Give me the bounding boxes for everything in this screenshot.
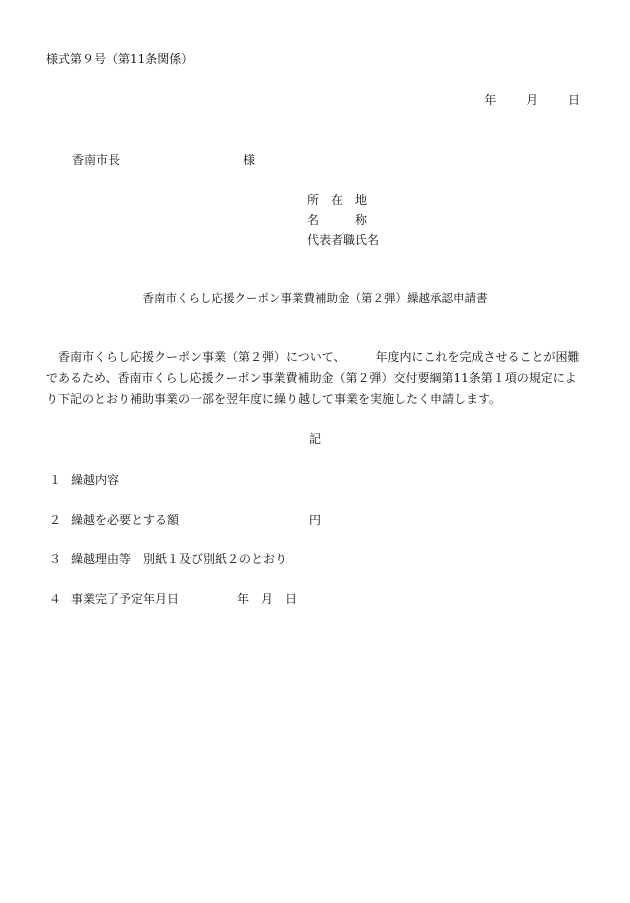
ki-heading: 記	[308, 432, 321, 446]
date-year: 年	[484, 93, 497, 107]
item-number: ３	[49, 552, 62, 566]
form-number: 様式第９号（第11条関係）	[46, 52, 194, 66]
applicant-representative-label: 代表者職氏名	[307, 233, 380, 247]
date-day: 日	[567, 93, 580, 107]
completion-month: 月	[261, 592, 274, 606]
completion-year: 年	[237, 592, 250, 606]
item-label: 繰越理由等 別紙１及び別紙２のとおり	[71, 552, 288, 566]
date-month: 月	[526, 93, 539, 107]
item-carryover-amount	[49, 511, 321, 528]
item-carryover-reason	[49, 550, 287, 567]
body-text: 香南市くらし応援クーポン事業（第２弾）について、 年度内にこれを完成させることが困難であるため、香南市くらし応援クーポン事業費補助金（第２弾）交付要綱第11条第１項の規定により下記のとおり補助事業の一部を翌年度に繰り越して事業を実施したく申請します。	[46, 350, 580, 406]
applicant-name-label: 名 称	[307, 213, 368, 227]
completion-day: 日	[285, 592, 298, 606]
applicant-address-label: 所 在 地	[307, 193, 368, 207]
amount-unit: 円	[309, 513, 322, 527]
date-line	[458, 91, 580, 108]
item-carryover-content	[49, 471, 119, 488]
item-label: 繰越を必要とする額	[71, 513, 180, 527]
applicant-block	[307, 190, 379, 250]
item-completion-date	[49, 590, 297, 607]
addressee-name: 香南市長	[72, 153, 121, 167]
item-number: ２	[49, 513, 62, 527]
item-label: 事業完了予定年月日	[71, 592, 180, 606]
addressee-honorific: 様	[243, 153, 256, 167]
addressee	[72, 151, 255, 168]
document-title: 香南市くらし応援クーポン事業費補助金（第２弾）繰越承認申請書	[142, 291, 488, 305]
item-number: １	[49, 473, 62, 487]
item-label: 繰越内容	[71, 473, 120, 487]
item-number: ４	[49, 592, 62, 606]
